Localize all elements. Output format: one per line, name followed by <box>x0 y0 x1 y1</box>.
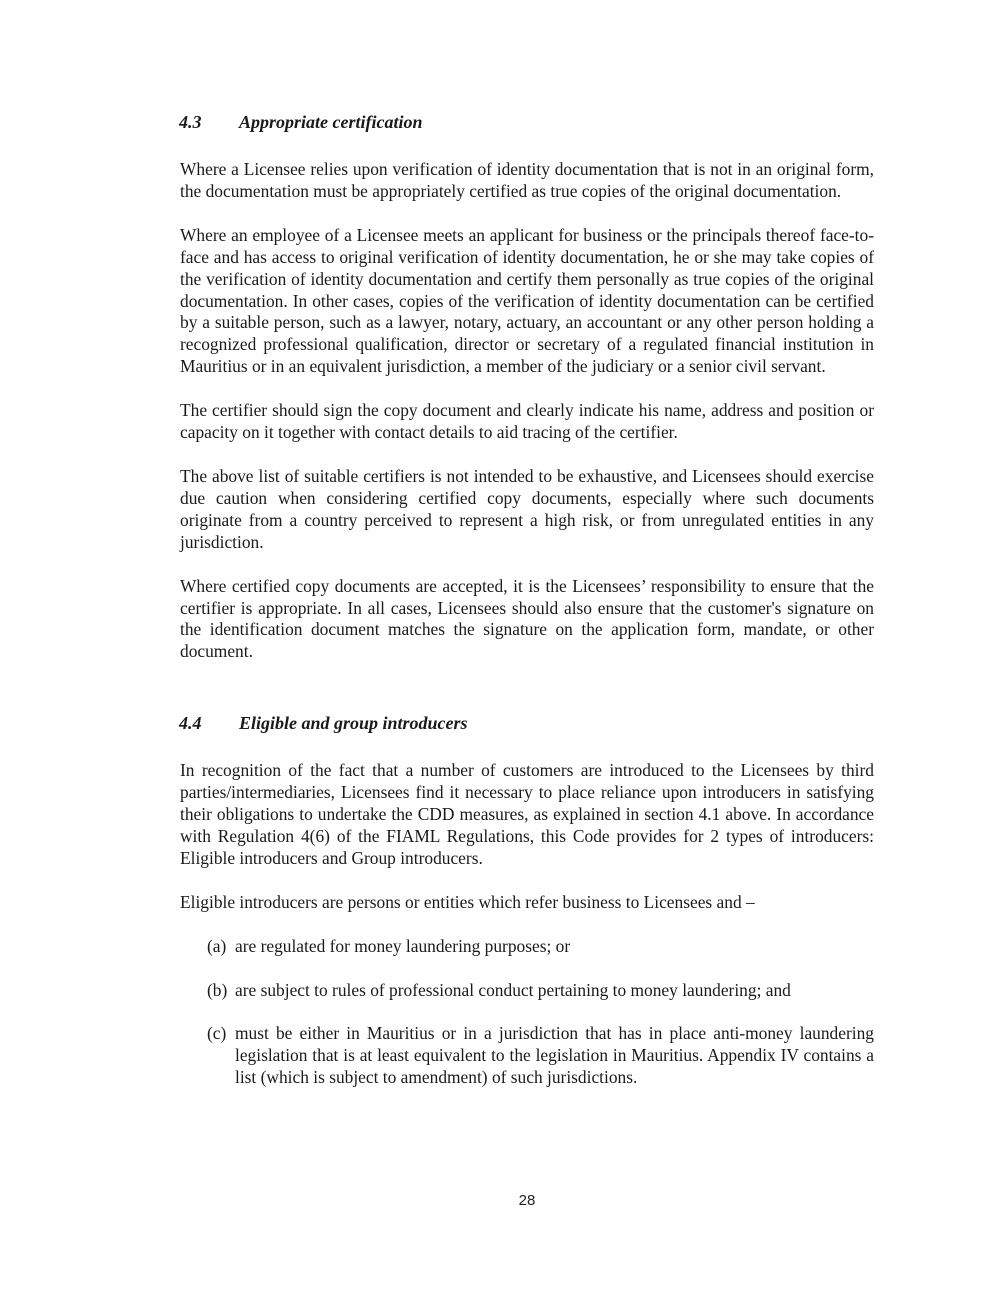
list-marker: (b) <box>207 979 228 1000</box>
list-item <box>180 980 874 1002</box>
paragraph: Eligible introducers are persons or entities which refer business to Licensees and – <box>180 891 755 912</box>
list-item <box>180 936 874 958</box>
section-heading <box>180 709 874 737</box>
paragraph: In recognition of the fact that a number of customers are introduced to the Licensees by third parties/intermediaries, Licensees find it necessary to place reliance upon introducers in satisfying their obligations to undertake the CDD measures, as explained in section 4.1 above. In accordance with Regulation 4(6) of the FIAML Regulations, this Code provides for 2 types of introducers: Eligible introducers and Group introducers. <box>180 760 874 868</box>
section-heading <box>180 108 874 136</box>
page-number: 28 <box>518 1192 536 1209</box>
list-item-text: are regulated for money laundering purposes; or <box>235 935 571 956</box>
section-4-4 <box>180 709 874 1089</box>
section-number: 4.4 <box>179 713 202 734</box>
list-item <box>180 1023 874 1089</box>
section-title: Appropriate certification <box>239 112 423 132</box>
list-marker: (a) <box>207 935 227 956</box>
list-marker: (c) <box>207 1023 227 1044</box>
paragraph: Where a Licensee relies upon verification of identity documentation that is not in an original form, the documentation must be appropriately certified as true copies of the original documentation. <box>180 159 874 201</box>
paragraph: The certifier should sign the copy document and clearly indicate his name, address and position or capacity on it together with contact details to aid tracing of the certifier. <box>180 400 874 443</box>
introducer-criteria-list <box>180 936 874 1090</box>
list-item-text: are subject to rules of professional conduct pertaining to money laundering; and <box>235 979 791 1000</box>
paragraph: Where certified copy documents are accepted, it is the Licensees’ responsibility to ensure that the certifier is appropriate. In all cases, Licensees should also ensure that the customer's signature on the identification document matches the signature on the application form, mandate, or other document. <box>180 575 874 662</box>
section-title: Eligible and group introducers <box>239 713 468 734</box>
section-4-3 <box>180 108 874 663</box>
paragraph: The above list of suitable certifiers is not intended to be exhaustive, and Licensees should exercise due caution when considering certified copy documents, especially where such documents originate from a country perceived to represent a high risk, or from unregulated entities in any jurisdiction. <box>180 465 874 552</box>
list-item-text: must be either in Mauritius or in a jurisdiction that has in place anti-money laundering legislation that is at least equivalent to the legislation in Mauritius. Appendix IV contains a list (which is subject to amendment) of such jurisdictions. <box>235 1023 874 1088</box>
section-number: 4.3 <box>179 112 202 132</box>
paragraph: Where an employee of a Licensee meets an applicant for business or the principals thereof face-to-face and has access to original verification of identity documentation, he or she may take copies of the verification of identity documentation and certify them personally as true copies of the original documentation. In other cases, copies of the verification of identity documentation can be certified by a suitable person, such as a lawyer, notary, actuary, an accountant or any other person holding a recognized professional qualification, director or secretary of a regulated financial institution in Mauritius or in an equivalent jurisdiction, a member of the judiciary or a senior civil servant. <box>180 224 874 377</box>
document-page <box>180 108 874 1111</box>
